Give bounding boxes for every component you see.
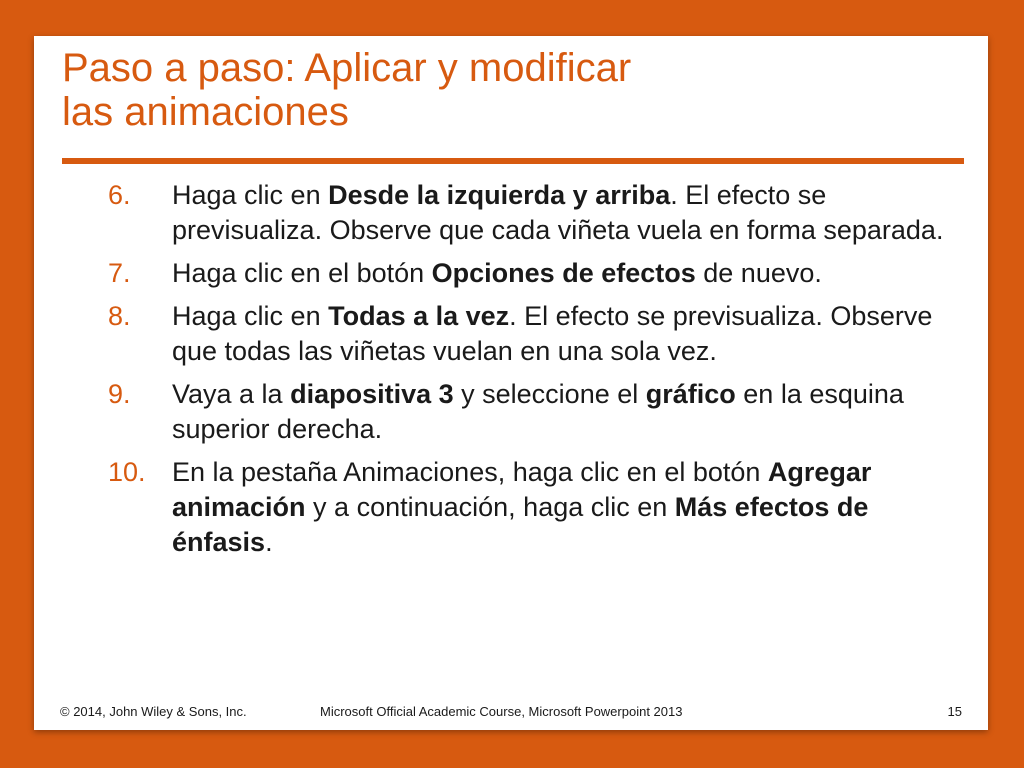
steps-list <box>108 178 948 568</box>
step-bold-run: gráfico <box>645 379 736 409</box>
slide-page-number: 15 <box>947 704 962 719</box>
title-divider <box>62 158 964 164</box>
step-number: 7. <box>108 258 131 288</box>
step-number: 10. <box>108 457 146 487</box>
footer-copyright: © 2014, John Wiley & Sons, Inc. <box>60 704 247 719</box>
step-text-run: . <box>265 527 273 557</box>
step-text-run: de nuevo. <box>695 258 822 288</box>
step-item <box>108 299 948 369</box>
step-text-run: . El efecto se previsualiza. Observe que cada viñeta vuela en forma separada. <box>172 180 944 245</box>
step-item <box>108 377 948 447</box>
step-item <box>108 178 948 248</box>
step-text-run: Vaya a la <box>172 379 291 409</box>
step-text-run: . El efecto se previsualiza. Observe que todas las viñetas vuelan en una sola vez. <box>172 301 933 366</box>
step-text <box>172 301 932 366</box>
slide-footer <box>34 702 988 722</box>
step-bold-run: Desde la izquierda y arriba <box>328 180 671 210</box>
slide-title <box>62 46 631 134</box>
step-text <box>172 457 871 557</box>
step-bold-run: Agregar animación <box>172 457 872 522</box>
step-text <box>172 180 943 245</box>
step-text-run: y a continuación, haga clic en <box>305 492 675 522</box>
slide-title-line-1: Paso a paso: Aplicar y modificar <box>62 46 632 90</box>
step-item <box>108 256 948 291</box>
slide-title-line-2: las animaciones <box>62 90 349 134</box>
step-number: 6. <box>108 180 131 210</box>
step-bold-run: Todas a la vez <box>328 301 510 331</box>
step-text-run: Haga clic en el botón <box>172 258 432 288</box>
step-text-run: en la esquina superior derecha. <box>172 379 904 444</box>
step-text <box>172 258 822 288</box>
footer-course-name: Microsoft Official Academic Course, Microsoft Powerpoint 2013 <box>320 704 683 719</box>
step-bold-run: Más efectos de énfasis <box>172 492 869 557</box>
step-text-run: En la pestaña Animaciones, haga clic en el botón <box>172 457 768 487</box>
step-number: 8. <box>108 301 131 331</box>
step-number: 9. <box>108 379 131 409</box>
slide <box>34 36 988 730</box>
step-bold-run: diapositiva 3 <box>290 379 454 409</box>
step-text-run: Haga clic en <box>172 301 329 331</box>
step-text <box>172 379 904 444</box>
step-item <box>108 455 948 560</box>
step-text-run: Haga clic en <box>172 180 329 210</box>
step-text-run: y seleccione el <box>453 379 646 409</box>
step-bold-run: Opciones de efectos <box>431 258 696 288</box>
